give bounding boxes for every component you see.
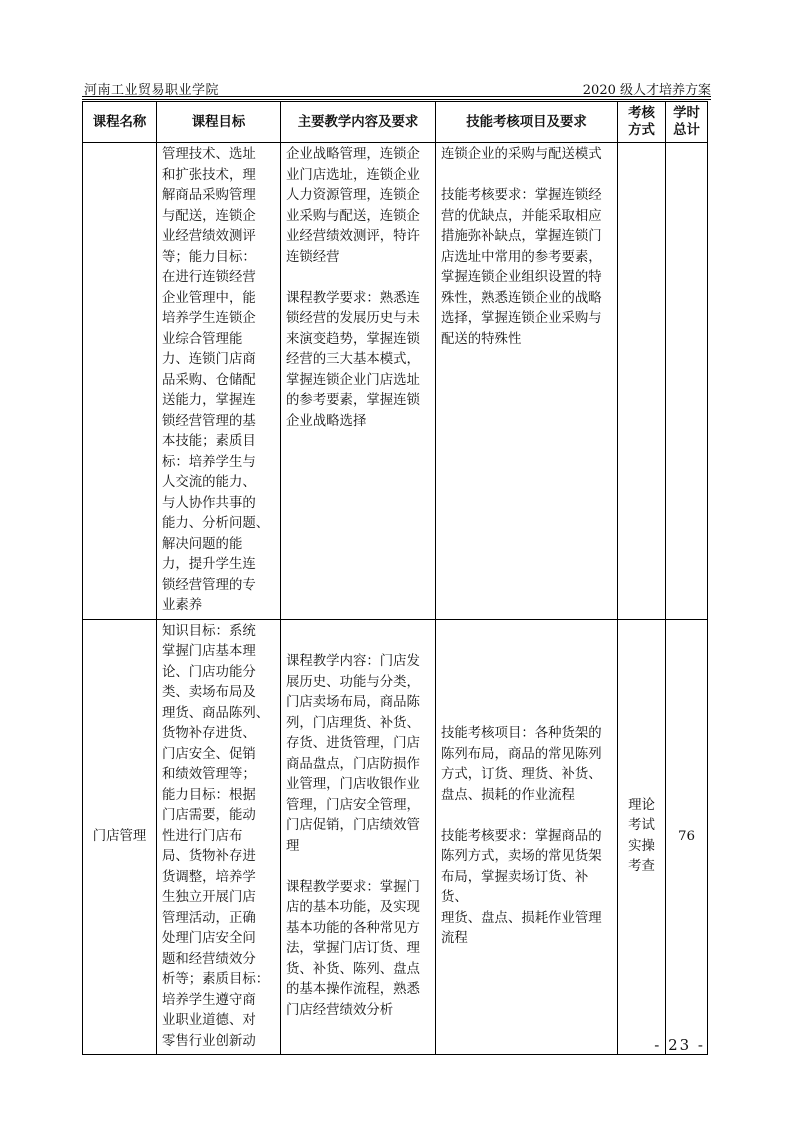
cell-content: 企业战略管理，连锁企 业门店选址，连锁企业 人力资源管理，连锁企 业采购与配送，连锁企 业经营绩效测评，特许 连锁经营 课程教学要求：熟悉连 锁经营的发展历史与未 来演变趋势，掌握连锁 经营的三大基本模式， 掌握连锁企业门店选址 的参考要素，掌握连锁 企业战略选择 xyxy=(281,143,436,620)
cell-skills: 连锁企业的采购与配送模式 技能考核要求：掌握连锁经 营的优缺点，并能采取相应 措施弥补缺点，掌握连锁门 店选址中常用的参考要素， 掌握连锁企业组织设置的特 殊性，熟悉连锁企业的战略 选择，掌握连锁企业采购与 配送的特殊性 xyxy=(436,143,618,620)
cell-course-goal: 管理技术、选址 和扩张技术，理 解商品采购管理 与配送，连锁企 业经营绩效测评 等；能力目标： 在进行连锁经营 企业管理中，能 培养学生连锁企 业综合管理能 力、连锁门店商 品采购、仓储配 送能力，掌握连 锁经营管理的基 本技能；素质目 标：培养学生与 人交流的能力、 与人协作共事的 能力、分析问题、 解决问题的能 力，提升学生连 锁经营管理的专 业素养 xyxy=(157,143,281,620)
cell-course-goal: 知识目标：系统 掌握门店基本理 论、门店功能分 类、卖场布局及 理货、商品陈列、 货物补存进货、 门店安全、促销 和绩效管理等； 能力目标：根据 门店需要，能动 性进行门店布 局、货物补存进 货调整，培养学 生独立开展门店 管理活动，正确 处理门店安全问 题和经营绩效分 析等；素质目标： 培养学生遵守商 业职业道德、对 零售行业创新动 xyxy=(157,619,281,1055)
header-content: 主要教学内容及要求 xyxy=(281,102,436,143)
header-document-title: 2020 级人才培养方案 xyxy=(582,83,711,98)
cell-course-name xyxy=(83,143,157,620)
course-table xyxy=(82,101,708,1055)
cell-hours: 76 xyxy=(666,619,708,1055)
header-course-goal: 课程目标 xyxy=(157,102,281,143)
header-course-name: 课程名称 xyxy=(83,102,157,143)
cell-course-name: 门店管理 xyxy=(83,619,157,1055)
cell-content: 课程教学内容：门店发 展历史、功能与分类， 门店卖场布局，商品陈 列，门店理货、补货、 存货、进货管理，门店 商品盘点，门店防损作 业管理，门店收银作业 管理，门店安全管理， 门店促销，门店绩效管 理 课程教学要求：掌握门 店的基本功能，及实现 基本功能的各种常见方 法，掌握门店订货、理 货、补货、陈列、盘点 的基本操作流程，熟悉 门店经营绩效分析 xyxy=(281,619,436,1055)
header-divider xyxy=(82,96,711,100)
cell-skills: 技能考核项目：各种货架的 陈列布局，商品的常见陈列 方式，订货、理货、补货、 盘点、损耗的作业流程 技能考核要求：掌握商品的 陈列方式，卖场的常见货架 布局，掌握卖场订货、补货、 理货、盘点、损耗作业管理 流程 xyxy=(436,619,618,1055)
page-number: - 23 - xyxy=(654,1036,705,1054)
header-school-name: 河南工业贸易职业学院 xyxy=(84,83,220,98)
header-hours: 学时 总计 xyxy=(666,102,708,143)
header-assessment: 考核 方式 xyxy=(618,102,666,143)
header-skills: 技能考核项目及要求 xyxy=(436,102,618,143)
table-row xyxy=(83,143,708,620)
cell-assessment xyxy=(618,143,666,620)
cell-assessment: 理论 考试 实操 考查 xyxy=(618,619,666,1055)
cell-hours xyxy=(666,143,708,620)
table-row xyxy=(83,619,708,1055)
table-header-row xyxy=(83,102,708,143)
